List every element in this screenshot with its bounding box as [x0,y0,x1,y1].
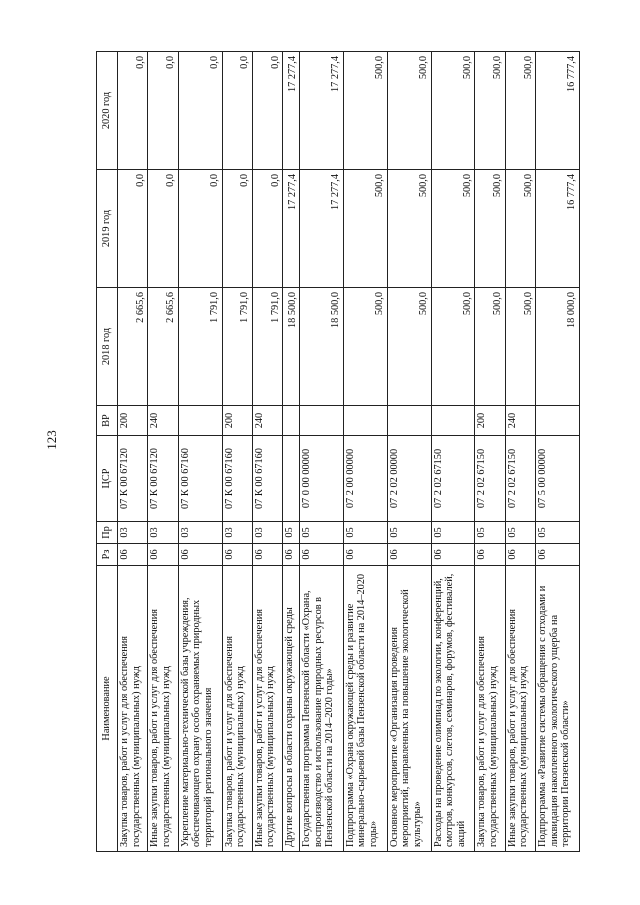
cell-vr [300,406,344,436]
cell-2019: 0,0 [118,170,148,288]
cell-2018: 2 665,6 [148,288,178,406]
cell-vr: 240 [252,406,282,436]
cell-2018: 18 000,0 [536,288,580,406]
header-name: Наименование [97,566,118,852]
cell-name: Закупка товаров, работ и услуг для обеспечения государственных (муниципальных) нужд [475,566,505,852]
cell-name: Основное мероприятие «Организация проведения мероприятий, направленных на повышение экологической культуры» [387,566,431,852]
cell-2019: 0,0 [178,170,222,288]
cell-name: Иные закупки товаров, работ и услуг для обеспечения государственных (муниципальных) нужд [148,566,178,852]
cell-vr: 200 [118,406,148,436]
cell-2020: 500,0 [431,52,475,170]
budget-table-container [96,52,580,852]
table-row [118,52,148,852]
cell-2018: 1 791,0 [252,288,282,406]
cell-rz: 06 [283,544,300,566]
cell-rz: 06 [431,544,475,566]
cell-csr: 07 2 02 67150 [431,436,475,522]
cell-csr [283,436,300,522]
cell-pr: 03 [222,522,252,544]
cell-2020: 0,0 [178,52,222,170]
budget-table [96,51,580,852]
page-number: 123 [44,430,59,450]
table-row [343,52,387,852]
cell-pr: 05 [343,522,387,544]
cell-name: Укрепление материально-технической базы учреждения, обеспечивающего охрану особо охраняемых природных территорий регионального значения [178,566,222,852]
cell-vr [536,406,580,436]
cell-rz: 06 [536,544,580,566]
cell-2020: 16 777,4 [536,52,580,170]
cell-pr: 03 [178,522,222,544]
table-row [300,52,344,852]
cell-csr: 07 2 02 67150 [505,436,535,522]
table-row [148,52,178,852]
cell-2018: 2 665,6 [118,288,148,406]
cell-pr: 05 [505,522,535,544]
cell-2020: 500,0 [343,52,387,170]
header-pr: Пр [97,522,118,544]
cell-2019: 500,0 [505,170,535,288]
cell-2020: 0,0 [252,52,282,170]
cell-vr [178,406,222,436]
cell-2018: 500,0 [505,288,535,406]
cell-vr [431,406,475,436]
cell-2018: 500,0 [387,288,431,406]
cell-2020: 0,0 [148,52,178,170]
cell-2020: 500,0 [387,52,431,170]
cell-rz: 06 [118,544,148,566]
cell-name: Расходы на проведение олимпиад по экологии, конференций, смотров, конкурсов, слетов, семинаров, форумов, фестивалей, акций [431,566,475,852]
cell-2018: 1 791,0 [178,288,222,406]
table-row [536,52,580,852]
cell-vr: 200 [475,406,505,436]
cell-2020: 17 277,4 [300,52,344,170]
cell-pr: 05 [387,522,431,544]
cell-name: Иные закупки товаров, работ и услуг для обеспечения государственных (муниципальных) нужд [505,566,535,852]
header-vr: ВР [97,406,118,436]
cell-2018: 500,0 [343,288,387,406]
cell-2018: 18 500,0 [283,288,300,406]
cell-vr [283,406,300,436]
table-row [222,52,252,852]
table-row [505,52,535,852]
cell-rz: 06 [505,544,535,566]
cell-2019: 500,0 [475,170,505,288]
cell-csr: 07 К 00 67160 [178,436,222,522]
table-header-row [97,52,118,852]
cell-2019: 500,0 [387,170,431,288]
header-2018: 2018 год [97,288,118,406]
cell-2019: 0,0 [148,170,178,288]
cell-name: Закупка товаров, работ и услуг для обеспечения государственных (муниципальных) нужд [222,566,252,852]
cell-name: Закупка товаров, работ и услуг для обеспечения государственных (муниципальных) нужд [118,566,148,852]
cell-rz: 06 [300,544,344,566]
cell-pr: 03 [148,522,178,544]
cell-vr: 240 [148,406,178,436]
cell-csr: 07 К 00 67160 [252,436,282,522]
cell-2018: 500,0 [475,288,505,406]
cell-name: Подпрограмма «Развитие системы обращения с отходами и ликвидация накопленного экологического ущерба на территории Пензенской области» [536,566,580,852]
cell-2020: 17 277,4 [283,52,300,170]
cell-pr: 03 [118,522,148,544]
cell-2018: 18 500,0 [300,288,344,406]
table-row [387,52,431,852]
cell-name: Подпрограмма «Охрана окружающей среды и развитие минерально-сырьевой базы Пензенской области на 2014–2020 годы» [343,566,387,852]
cell-vr [343,406,387,436]
cell-vr: 240 [505,406,535,436]
header-2020: 2020 год [97,52,118,170]
cell-vr: 200 [222,406,252,436]
cell-2020: 0,0 [222,52,252,170]
cell-rz: 06 [387,544,431,566]
table-row [283,52,300,852]
cell-rz: 06 [343,544,387,566]
cell-csr: 07 0 00 00000 [300,436,344,522]
cell-2019: 17 277,4 [283,170,300,288]
header-2019: 2019 год [97,170,118,288]
cell-pr: 05 [536,522,580,544]
cell-2019: 16 777,4 [536,170,580,288]
header-rz: Рз [97,544,118,566]
cell-pr: 05 [300,522,344,544]
cell-name: Иные закупки товаров, работ и услуг для обеспечения государственных (муниципальных) нужд [252,566,282,852]
table-row [475,52,505,852]
table-row [178,52,222,852]
cell-2018: 1 791,0 [222,288,252,406]
table-row [431,52,475,852]
cell-2019: 17 277,4 [300,170,344,288]
cell-pr: 03 [252,522,282,544]
cell-rz: 06 [222,544,252,566]
cell-pr: 05 [431,522,475,544]
cell-2020: 500,0 [475,52,505,170]
cell-2020: 0,0 [118,52,148,170]
cell-csr: 07 К 00 67160 [222,436,252,522]
header-csr: ЦСР [97,436,118,522]
cell-vr [387,406,431,436]
cell-2020: 500,0 [505,52,535,170]
cell-2019: 0,0 [222,170,252,288]
cell-pr: 05 [475,522,505,544]
cell-rz: 06 [252,544,282,566]
cell-2018: 500,0 [431,288,475,406]
cell-csr: 07 5 00 00000 [536,436,580,522]
cell-pr: 05 [283,522,300,544]
table-row [252,52,282,852]
cell-csr: 07 2 02 67150 [475,436,505,522]
cell-name: Государственная программа Пензенской области «Охрана, воспроизводство и использование природных ресурсов в Пензенской области на 2014–2020 годы» [300,566,344,852]
cell-2019: 0,0 [252,170,282,288]
cell-rz: 06 [178,544,222,566]
cell-rz: 06 [475,544,505,566]
cell-csr: 07 К 00 67120 [148,436,178,522]
cell-2019: 500,0 [343,170,387,288]
cell-csr: 07 2 00 00000 [343,436,387,522]
cell-rz: 06 [148,544,178,566]
cell-csr: 07 К 00 67120 [118,436,148,522]
cell-csr: 07 2 02 00000 [387,436,431,522]
cell-name: Другие вопросы в области охраны окружающей среды [283,566,300,852]
cell-2019: 500,0 [431,170,475,288]
